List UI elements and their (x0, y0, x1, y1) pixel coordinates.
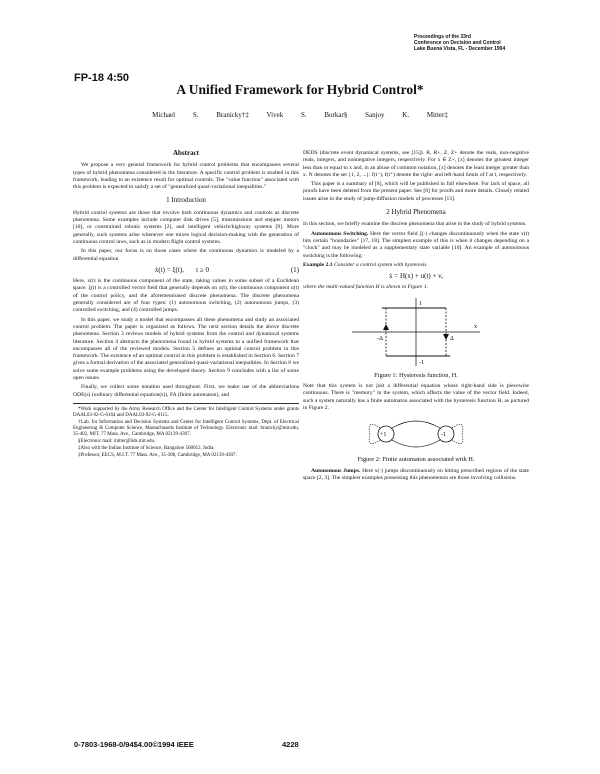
isbn-footer: 0-7803-1968-0/94$4.00©1994 IEEE (74, 740, 194, 749)
intro-paragraph: Hybrid control systems are those that involve both continuous dynamics and controls as discrete phenomena. Some examples include computer disk drives [5], transmissions and stepper motors [10], or constrained robotic systems [2], and intelligent vehicle/highway systems [9]. More generally, such systems arise whenever one mixes logical decision-making with the generation of continuous control laws, such as in modern flight control systems. (73, 209, 299, 245)
intro-heading: 1 Introduction (166, 196, 206, 205)
automaton-figure (356, 414, 476, 454)
intro-paragraph: In this paper, our focus is on those cases where the continuous dynamics is modeled by a differential equation (73, 248, 299, 262)
label-neg-delta: -Δ (377, 335, 383, 342)
equation-2 (303, 273, 529, 280)
example-paragraph (303, 262, 529, 269)
abstract-heading: Abstract (172, 149, 200, 157)
footnote: †Lab. for Information and Decision Systems and Center for Intelligent Control Systems, Dept. of Electrical Engineering & Computer Science, Massachusetts Institute of Technology. Electronic mail: branicky@mit.edu, 35-402, MIT, 77 Mass. Ave., Cambridge, MA 02139-4307. (73, 419, 299, 437)
equation-1-body (73, 267, 291, 274)
footnote: *Work supported by the Army Research Office and the Center for Intelligent Control Systems under grants DAAL03-92-G-0164 and DAAL03-92-G-0115. (73, 406, 299, 418)
label-minus-one: -1 (419, 359, 424, 366)
autonomous-switching-paragraph (303, 231, 529, 260)
hysteresis-figure (346, 294, 486, 370)
example-label: Example 2.1 (303, 261, 333, 268)
label-plus-one: 1 (419, 300, 422, 307)
figure-1-caption: Figure 1: Hysteresis function, H. (374, 371, 458, 379)
equation-1 (73, 267, 299, 274)
arrow-up-icon (383, 324, 389, 330)
equation-2-body: ẋ = H(x) + u(t) + v, (389, 272, 443, 281)
paragraph-text: Here x(·) jumps discontinuously on hitting prescribed regions of the state space [2, 3]. The simplest examples possessing this phenomenon are those involving collisions. (303, 467, 529, 481)
author-list (0, 111, 600, 119)
hysteresis-note: Note that this system is not just a differential equation whose right-hand side is piecewise continuous. There is "memory" in the system, which affects the value of the vector field. Indeed, such a system naturally has a finite automaton associated with the hysteresis function H, as pictured in Figure 2. (303, 383, 529, 411)
state-label: +1 (380, 432, 387, 439)
hybrid-heading: 2 Hybrid Phenomena (386, 208, 446, 217)
author-name: Vivek S. Borkar§ (266, 111, 348, 119)
paper-title: A Unified Framework for Hybrid Control* (176, 82, 424, 97)
author-name: Sanjoy K. Mitter‡ (365, 111, 448, 119)
left-column (73, 150, 299, 460)
paragraph-lead: Autonomous Switching. (311, 230, 369, 237)
page-number: 4228 (282, 740, 299, 749)
intro-paragraph: In this paper, we study a model that encompasses all these phenomena and study an associated control problem. The paper is organized as follows. The next section details the above discrete phenomena. Section 3 reviews models of hybrid systems from the control and dynamical systems literature. Section 4 abstracts the phenomena found in hybrid systems to a unified framework that encompasses all of the reviewed models. Section 5 defines an optimal control problem in this framework. The existence of an optimal control in this problem is established in Section 6. Section 7 gives a formal derivation of the associated generalized quasi-variational inequalities. In Section 8 we solve some example problems using the developed theory. Section 9 concludes with a list of some open issues. (73, 316, 299, 382)
label-x: x (474, 323, 477, 330)
footnote: ‡Professor, EECS, M.I.T. 77 Mass. Ave., 35-308, Cambridge, MA 02139-4307. (78, 452, 237, 458)
state-label: -1 (441, 432, 446, 439)
author-name: Michael S. Branicky†‡ (152, 111, 249, 119)
hybrid-paragraph: In this section, we briefly examine the discrete phenomena that arise in the study of hybrid systems. (303, 221, 527, 228)
footnotes (73, 403, 299, 459)
paragraph-text: Here the vector field ξ(·) changes discontinuously when the state x(t) hits certain "boundaries" [17, 18]. The simplest example of this is when it changes depending on a "clock" and may be modeled as a supplementary state variable [10]. An example of autonomous switching is the following: (303, 230, 530, 259)
transition-upper (392, 421, 440, 428)
arrow-down-icon (443, 334, 449, 340)
autonomous-jumps-paragraph (303, 468, 529, 483)
equation-2-note (303, 284, 529, 291)
proceedings-line: Proceedings of the 33rd (414, 34, 471, 40)
figure-2-caption: Figure 2: Finite automaton associated with H. (357, 456, 475, 464)
intro-paragraph: Finally, we collect some notation used throughout. First, we make use of the abbreviations ODE(s) (ordinary differential equation(s)), FA (finite automaton), and (73, 384, 299, 398)
proceedings-line: Conference on Decision and Control (414, 40, 501, 46)
example-text: Consider a control system with hysteresis (333, 261, 427, 268)
abstract-text: We propose a very general framework for hybrid control problems that encompasses several types of hybrid phenomena considered in the literature. A specific control problem is studied in this framework, leading to an existence result for optimal controls. The "value function" associated with this problem is expected to satisfy a set of "generalized quasi-variational inequalities." (73, 162, 299, 191)
proceedings-block (414, 34, 594, 52)
paragraph-lead: Autonomous Jumps. (311, 467, 361, 474)
notation-paragraph: DEDS (discrete event dynamical systems, see [15]). R, R+, Z, Z+ denote the reals, non-negative reals, integers, and nonnegative integers, respectively. For x ∈ Z+, [x] denotes the greatest integer less than or equal to x and, in an abuse of common notation, [x] denotes the least integer greater than x. N denotes the set {1, 2, ...}. f(t⁻), f(t⁺) denote the right- and left-hand limits of f at t, respectively. (303, 150, 529, 178)
right-column (303, 150, 529, 484)
label-pos-delta: Δ (450, 335, 454, 342)
transition-lower (392, 440, 440, 447)
equation-lhs: ẋ(t) = ξ(t), (154, 265, 184, 274)
summary-paragraph: This paper is a summary of [8], which will be published in full elsewhere. For lack of space, all proofs have been deleted from the present paper. See [8] for proofs and more details. Closely related issues arise in the study of jump-diffusion models of processes [13]. (303, 181, 529, 202)
equation-condition: t ≥ 0 (196, 265, 209, 274)
session-id: FP-18 4:50 (74, 72, 130, 84)
equation-number: (1) (290, 265, 299, 274)
proceedings-line: Lake Buena Vista, FL - December 1994 (414, 46, 506, 52)
equation-2-note-text: where the multi-valued function H is shown in Figure 1. (303, 284, 429, 291)
intro-paragraph: Here, x(t) is the continuous component of the state, taking values in some subset of a Euclidean space. ξ(t) is a controlled vector field that generally depends on x(t), the continuous component u(t) of the control policy, and the aforementioned discrete phenomena. The discrete phenomena generally considered are of four types: (1) autonomous switching, (2) autonomous jumps, (3) controlled switching, and (4) controlled jumps. (73, 278, 299, 314)
footnote: §Electronic mail: mitter@lids.mit.edu. (78, 438, 156, 444)
footnote: ‡Also with the Indian Institute of Science, Bangalore 560012, India. (78, 445, 215, 451)
